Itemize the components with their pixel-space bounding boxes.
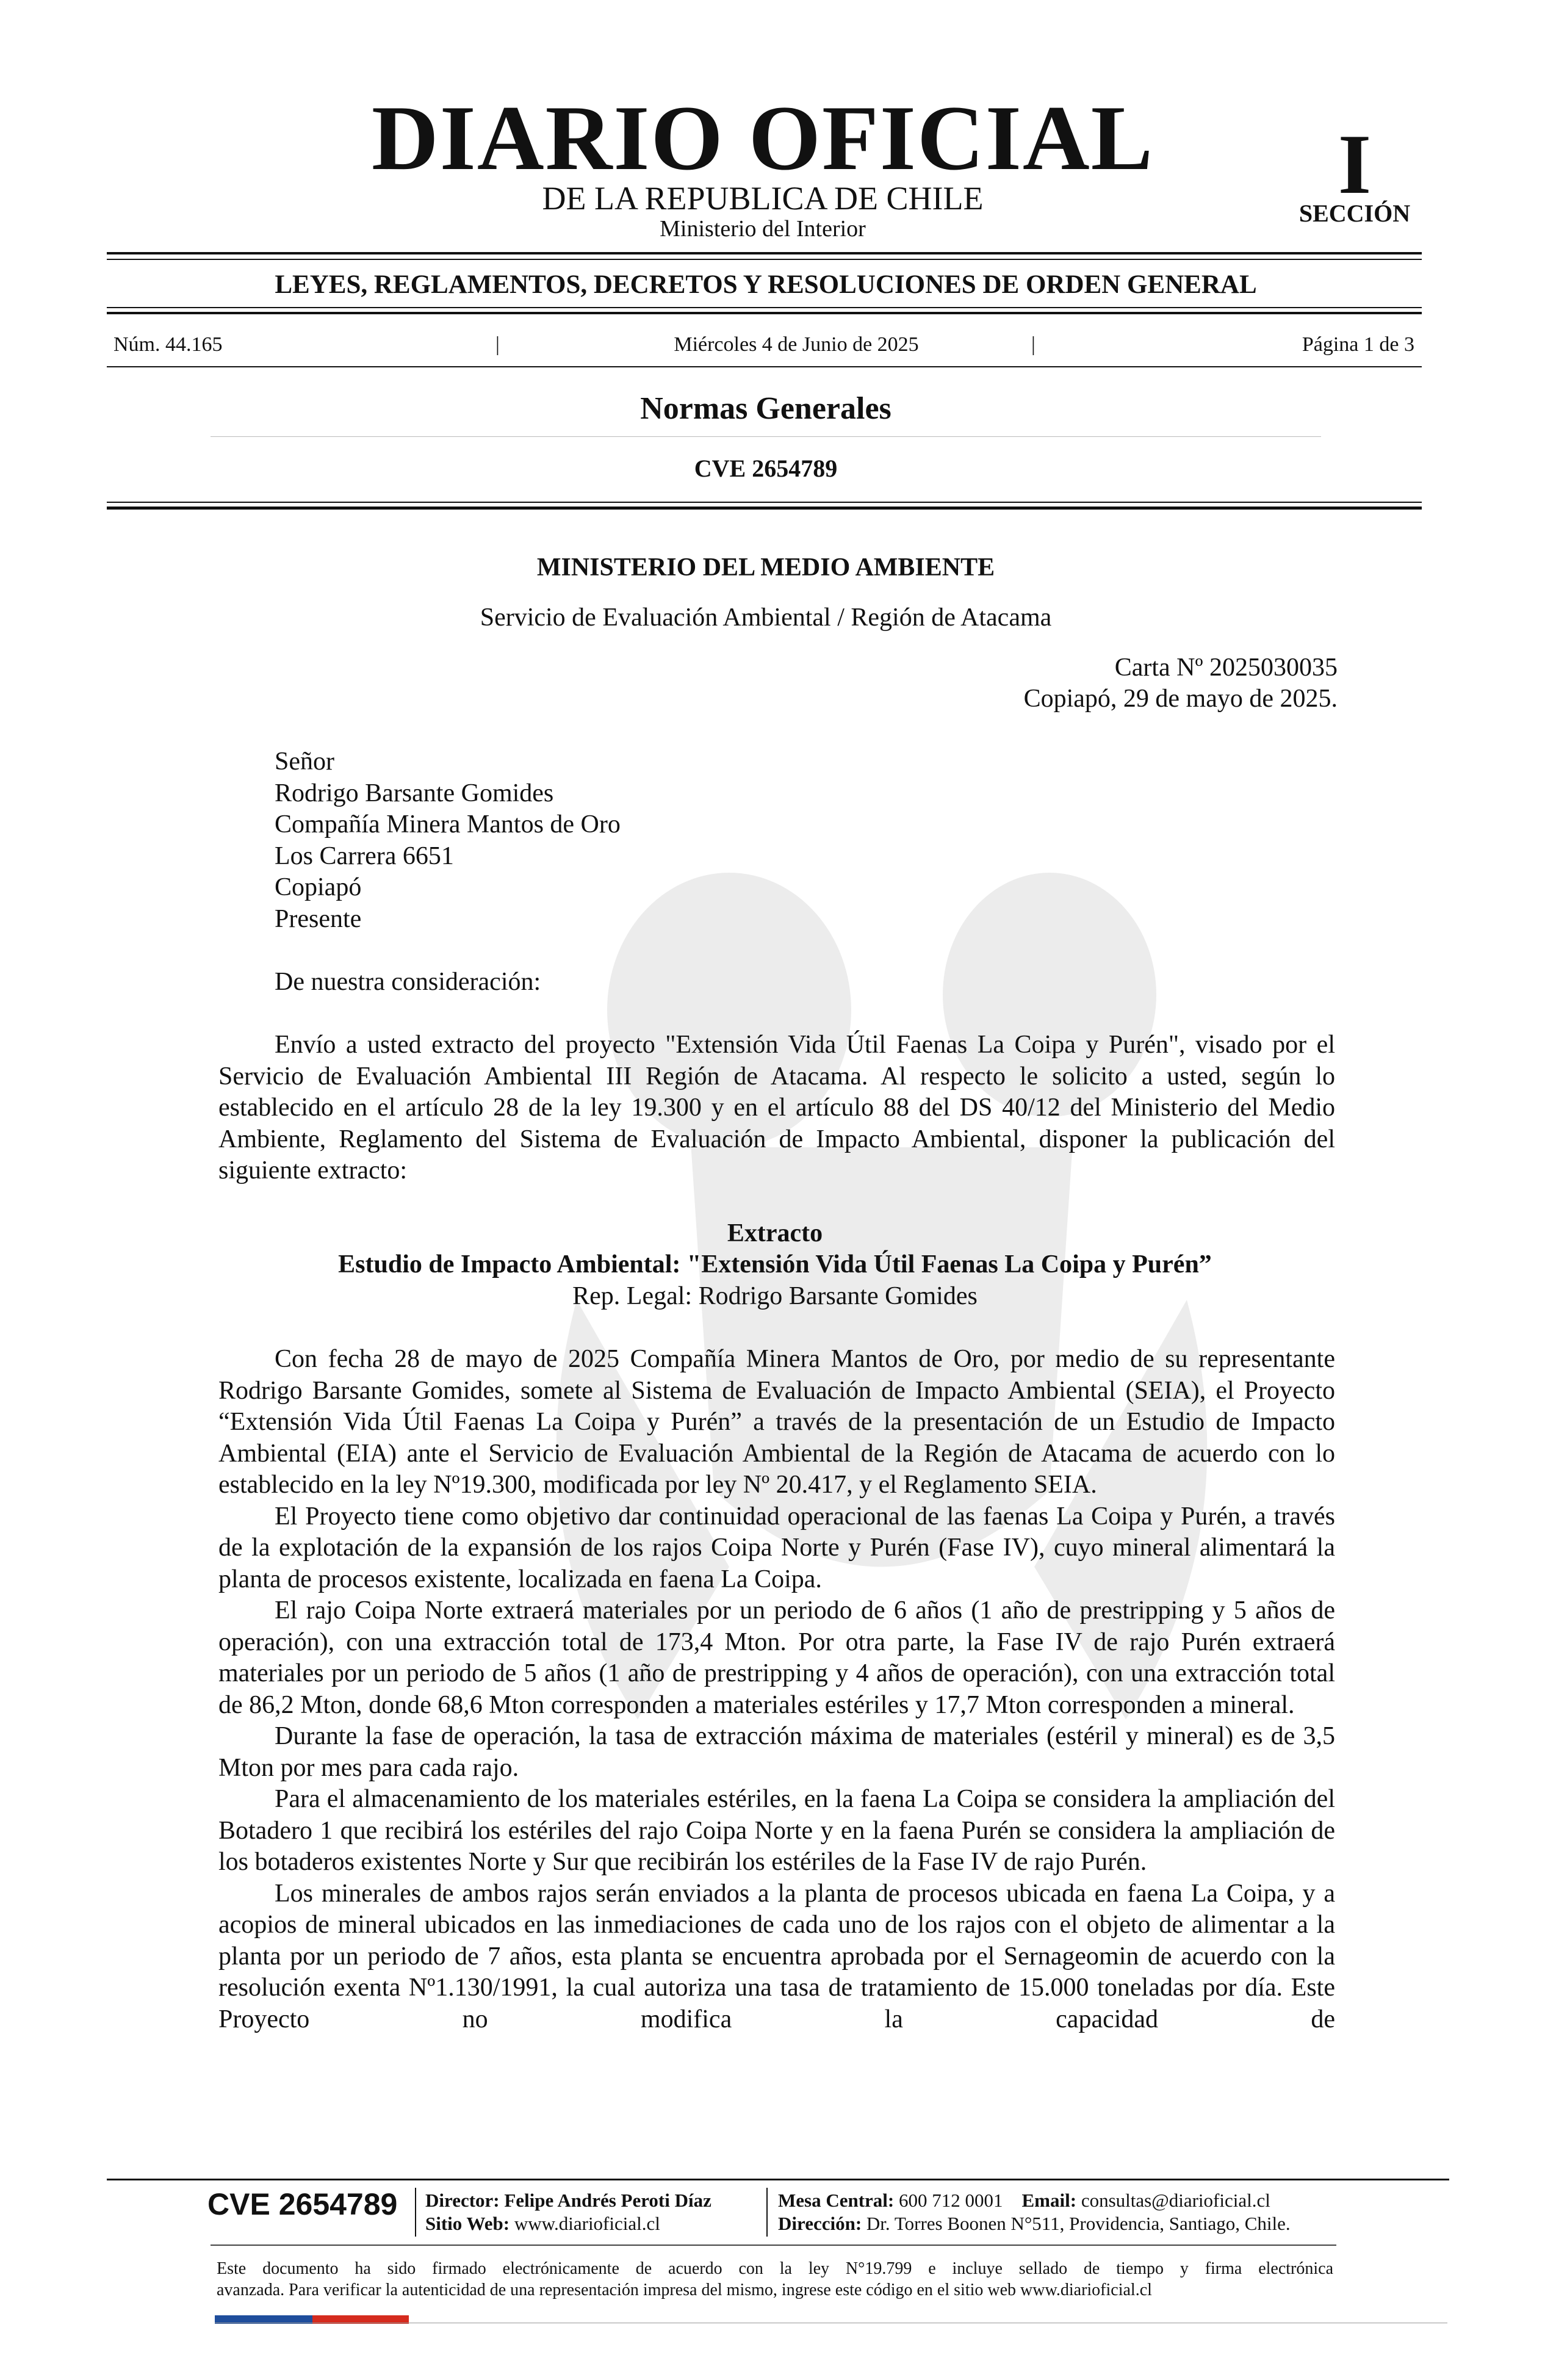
recipient-line: Rodrigo Barsante Gomides <box>275 779 554 807</box>
extract-paragraph: Con fecha 28 de mayo de 2025 Compañía Minera Mantos de Oro, por medio de su representante Rodrigo Barsante Gomides, somete al Sistema de Evaluación de Impacto Ambiental (SEIA), el Proyecto “Extensión Vida Útil Faenas La Coipa y Purén” a través de la presentación de un Estudio de Impacto Ambiental (EIA) ante el Servicio de Evaluación Ambiental de la Región de Atacama de acuerdo con lo establecido en la ley Nº19.300, modificada por ley Nº 20.417, y el Reglamento SEIA. <box>218 1345 1335 1499</box>
service-line: Servicio de Evaluación Ambiental / Región de Atacama <box>480 604 1052 632</box>
recipient-line: Compañía Minera Mantos de Oro <box>275 810 621 838</box>
footer-note-line: avanzada. Para verificar la autenticidad de una representación impresa del mismo, ingrese este código en el sitio web www.diarioficial.cl <box>217 2281 1152 2299</box>
recipient-line: Copiapó <box>275 873 362 901</box>
footer-rule-top <box>107 2179 1449 2180</box>
section-category: Normas Generales <box>640 391 891 426</box>
extract-paragraph: Los minerales de ambos rajos serán enviados a la planta de procesos ubicada en faena La Coipa, y a acopios de mineral ubicados en las inmediaciones de cada uno de los rajos con el objeto de alimentar a la planta por un periodo de 7 años, esta planta se encuentra aprobada por el Sernageomin de acuerdo con la resolución exenta Nº1.130/1991, la cual autoriza una tasa de tratamiento de 15.000 toneladas por día. Este Proyecto no modifica la capacidad de <box>218 1879 1335 2033</box>
intro-paragraph: Envío a usted extracto del proyecto "Extensión Vida Útil Faenas La Coipa y Purén", visado por el Servicio de Evaluación Ambiental III Región de Atacama. Al respecto le solicito a usted, según lo establecido en el artículo 28 de la ley 19.300 y en el artículo 88 del DS 40/12 del Ministerio del Medio Ambiente, Reglamento del Sistema de Evaluación de Impacto Ambiental, disponer la publicación del siguiente extracto: <box>218 1031 1335 1185</box>
footer-director: Felipe Andrés Peroti Díaz <box>504 2190 711 2211</box>
letter-place-date: Copiapó, 29 de mayo de 2025. <box>1023 685 1338 713</box>
section-label: SECCIÓN <box>1298 200 1411 227</box>
band-rule-bottom-thick <box>107 312 1422 314</box>
header-rule-top <box>107 252 1422 254</box>
section-band: LEYES, REGLAMENTOS, DECRETOS Y RESOLUCIONES DE ORDEN GENERAL <box>275 270 1257 299</box>
footer-address-label: Dirección: <box>778 2213 862 2234</box>
info-rule <box>107 366 1422 367</box>
masthead-ministry: Ministerio del Interior <box>660 216 866 242</box>
footer-mesa: 600 712 0001 <box>899 2190 1003 2211</box>
extract-body <box>218 1344 1335 2035</box>
issue-date: Miércoles 4 de Junio de 2025 <box>674 333 919 356</box>
recipient-block <box>275 746 621 935</box>
footer-mesa-label: Mesa Central: <box>778 2190 895 2211</box>
footer-director-block <box>425 2189 711 2235</box>
section-number: I <box>1338 117 1372 212</box>
footer-contact-block <box>778 2189 1291 2235</box>
masthead-title: DIARIO OFICIAL <box>371 87 1154 189</box>
info-separator: | <box>495 333 500 356</box>
extract-title: Estudio de Impacto Ambiental: "Extensión Vida Útil Faenas La Coipa y Purén” <box>338 1250 1212 1278</box>
extract-paragraph: Para el almacenamiento de los materiales estériles, en la faena La Coipa se considera la ampliación del Botadero 1 que recibirá los estériles del rajo Coipa Norte y en la faena Purén se considera la ampliación de los botaderos existentes Norte y Sur que recibirán los estériles de la Fase IV de rajo Purén. <box>218 1785 1335 1876</box>
extract-paragraph: Durante la fase de operación, la tasa de extracción máxima de materiales (estéril y mineral) es de 3,5 Mton por mes para cada rajo. <box>218 1722 1335 1782</box>
extract-paragraph: El rajo Coipa Norte extraerá materiales por un periodo de 6 años (1 año de prestripping y 5 años de operación), con una extracción total de 173,4 Mton. Por otra parte, la Fase IV de rajo Purén extraerá materiales por un periodo de 5 años (1 año de prestripping y 4 años de operación), con una extracción total de 86,2 Mton, donde 68,6 Mton corresponden a materiales estériles y 17,7 Mton corresponden a mineral. <box>218 1596 1335 1719</box>
recipient-line: Señor <box>275 748 334 776</box>
footer-director-label: Director: <box>425 2190 500 2211</box>
category-rule <box>211 436 1321 437</box>
cve-rule-thick <box>107 507 1422 510</box>
info-separator: | <box>1031 333 1036 356</box>
header-rule-top-thin <box>107 259 1422 260</box>
extract-heading: Extracto <box>727 1219 823 1247</box>
footer-address: Dr. Torres Boonen N°511, Providencia, Santiago, Chile. <box>866 2213 1291 2234</box>
letter-number: Carta Nº 2025030035 <box>1114 654 1338 682</box>
intro-paragraph-block <box>218 1030 1335 1187</box>
cve-code: CVE 2654789 <box>694 455 838 482</box>
footer-authenticity-note <box>217 2258 1333 2301</box>
footer-rule-bottom <box>211 2245 1336 2246</box>
footer-email-link[interactable]: consultas@diarioficial.cl <box>1081 2190 1270 2211</box>
footer-divider <box>415 2188 416 2237</box>
band-rule-bottom <box>107 307 1422 308</box>
footer-web-label: Sitio Web: <box>425 2213 510 2234</box>
footer-cve-code: CVE 2654789 <box>207 2187 398 2221</box>
page-indicator: Página 1 de 3 <box>1302 333 1414 356</box>
recipient-line: Presente <box>275 904 362 933</box>
recipient-line: Los Carrera 6651 <box>275 842 454 870</box>
footer-web-link[interactable]: www.diarioficial.cl <box>514 2213 660 2234</box>
footer-divider <box>766 2188 768 2237</box>
footer-email-label: Email: <box>1021 2190 1077 2211</box>
masthead-subtitle: DE LA REPUBLICA DE CHILE <box>542 180 984 217</box>
issue-number: Núm. 44.165 <box>113 333 223 356</box>
extract-legal-rep: Rep. Legal: Rodrigo Barsante Gomides <box>572 1282 978 1310</box>
footer-note-line: Este documento ha sido firmado electrónicamente de acuerdo con la ley N°19.799 e incluye sellado de tiempo y firma electrónica <box>217 2259 1333 2278</box>
extract-paragraph: El Proyecto tiene como objetivo dar continuidad operacional de las faenas La Coipa y Purén, a través de la explotación de la expansión de los rajos Coipa Norte y Purén (Fase IV), cuyo mineral alimentará la planta de procesos existente, localizada en faena La Coipa. <box>218 1502 1335 1593</box>
greeting: De nuestra consideración: <box>275 968 541 996</box>
cve-rule-thin <box>107 502 1422 503</box>
ministry-heading: MINISTERIO DEL MEDIO AMBIENTE <box>536 554 995 582</box>
